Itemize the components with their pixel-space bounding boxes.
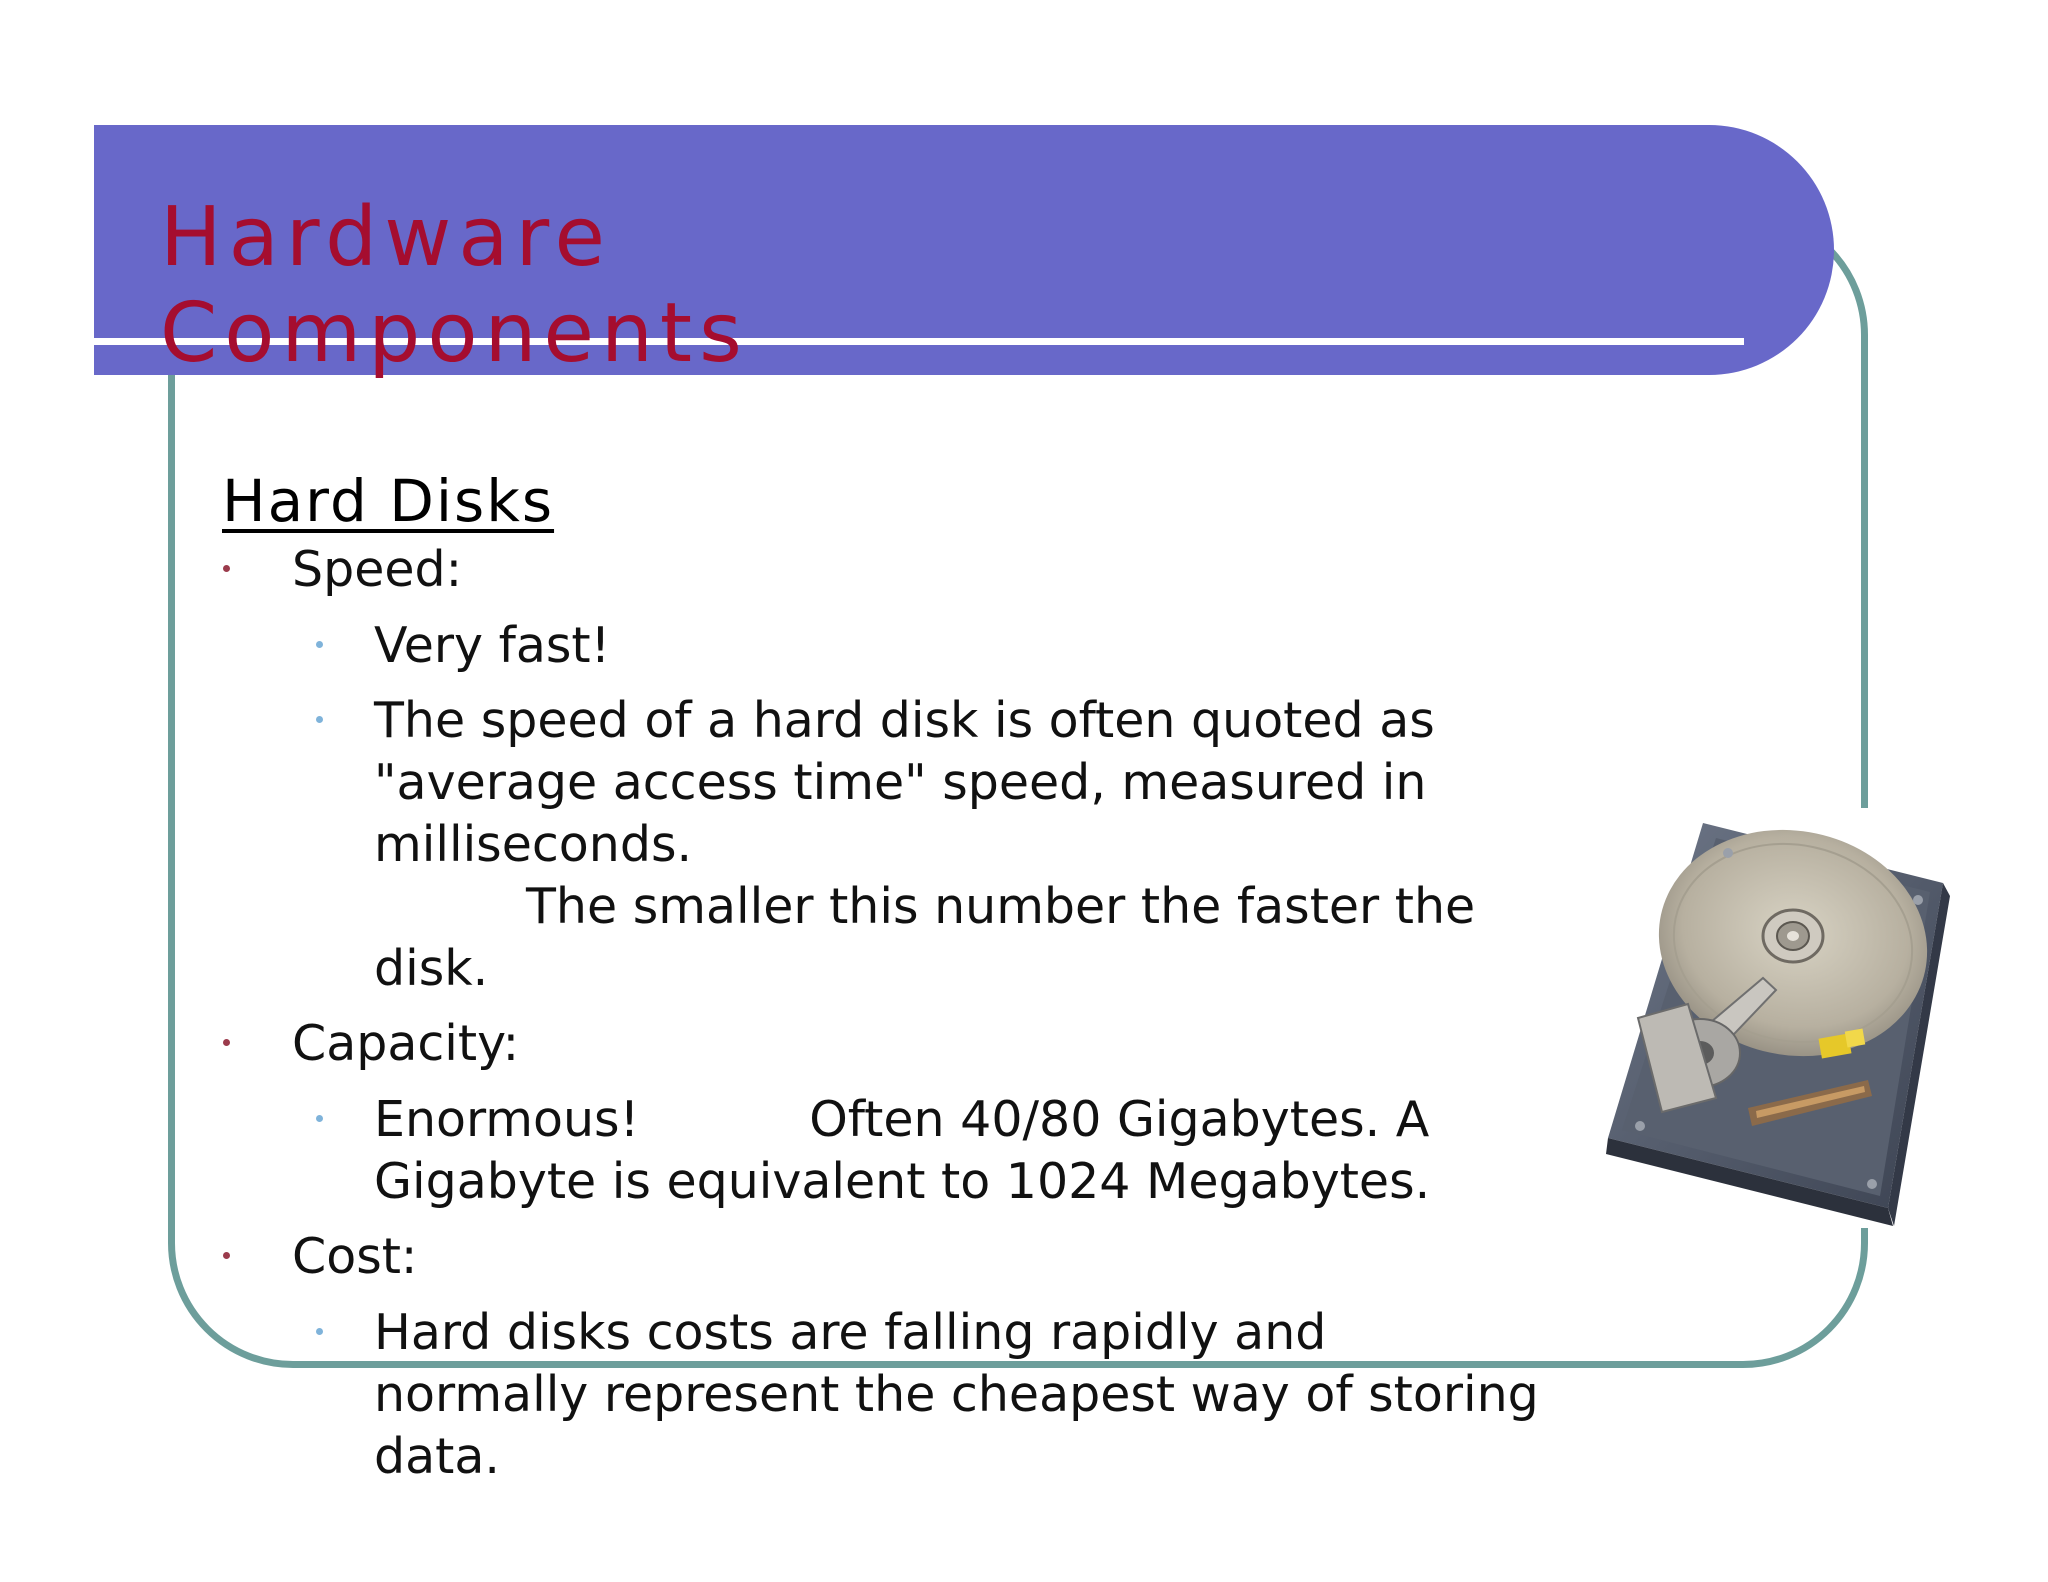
sub-bullet-text [374, 1089, 1542, 1213]
slide-body [222, 463, 1542, 1501]
slide-title-line-2: Components [160, 286, 749, 381]
bullet-dot-icon [223, 1039, 230, 1046]
sub-bullet-dot-icon [316, 641, 323, 648]
hard-disk-drive-image [1588, 808, 1958, 1228]
sub-bullet-text: Hard disks costs are falling rapidly and normally represent the cheapest way of storing data. [374, 1304, 1539, 1485]
bullet-label: Capacity: [292, 1015, 520, 1072]
speed-note: The smaller this number the faster the disk. [374, 878, 1476, 997]
sub-bullet-item [292, 690, 1542, 1000]
slide-title-line-1: Hardware [160, 190, 612, 285]
bullet-label: Cost: [292, 1228, 418, 1285]
bullet-cost [222, 1226, 1542, 1488]
hard-disk-icon [1588, 808, 1958, 1228]
slide-title [160, 190, 749, 382]
sub-bullet-text: Very fast! [374, 617, 611, 674]
bullet-label: Speed: [292, 541, 463, 598]
sub-bullet-dot-icon [316, 1328, 323, 1335]
sub-bullet-text [374, 690, 1542, 1000]
sub-bullet-list [292, 1089, 1542, 1213]
capacity-headline: Enormous! [374, 1091, 640, 1148]
bullet-dot-icon [223, 1252, 230, 1259]
sub-bullet-item [292, 615, 1542, 677]
sub-bullet-item [292, 1302, 1542, 1488]
speed-description: The speed of a hard disk is often quoted as "average access time" speed, measured in milliseconds. [374, 692, 1435, 873]
bullet-dot-icon [223, 565, 230, 572]
sub-bullet-dot-icon [316, 1115, 323, 1122]
sub-bullet-list [292, 1302, 1542, 1488]
section-subheading: Hard Disks [222, 467, 555, 535]
bullet-capacity [222, 1013, 1542, 1213]
bullet-list [222, 539, 1542, 1488]
capacity-detail: Often 40/80 Gigabytes. A Gigabyte is equivalent to 1024 Megabytes. [374, 1091, 1431, 1210]
sub-bullet-dot-icon [316, 716, 323, 723]
bullet-speed [222, 539, 1542, 1000]
sub-bullet-list [292, 615, 1542, 1000]
sub-bullet-item [292, 1089, 1542, 1213]
